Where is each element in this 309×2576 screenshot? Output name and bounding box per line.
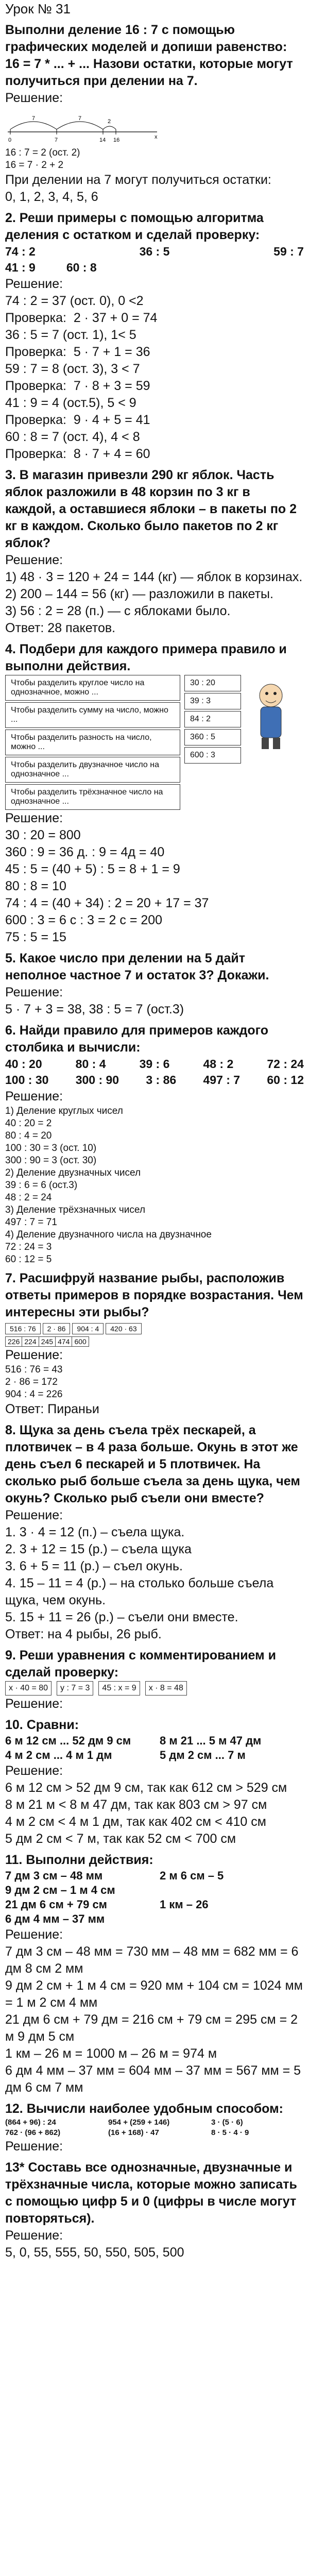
tick-0: 0: [8, 137, 12, 143]
task-10-pairs: [5, 1734, 304, 1762]
solution-line: 74 : 2 = 37 (ост. 0), 0 <2: [5, 294, 144, 308]
example: 497 : 7: [203, 1073, 241, 1087]
example: 48 : 2: [203, 1057, 234, 1071]
expression-item: 8 · 5 · 4 · 9: [211, 2128, 249, 2137]
example-card: 420 · 63: [106, 1323, 141, 1334]
solution-line: 80 : 4 = 20: [5, 1130, 52, 1141]
axis-x-label: x: [154, 134, 158, 140]
solution-line: 360 : 9 = 36 д. : 9 = 4д = 40: [5, 845, 165, 859]
task-4: [5, 641, 304, 946]
tick-7: 7: [55, 137, 58, 143]
task-1: [5, 22, 304, 206]
key-cell: 600: [72, 1337, 89, 1347]
expression-item: 9 дм 2 см – 1 м 4 см: [5, 1884, 115, 1896]
task-5: [5, 950, 304, 1018]
example: 74 : 2: [5, 245, 36, 258]
example: 39 : 6: [139, 1057, 170, 1071]
expression-item: 762 · (96 + 862): [5, 2128, 61, 2137]
solution-line: Проверка: 2 · 37 + 0 = 74: [5, 311, 158, 325]
solution-line: 2) Деление двузначных чисел: [5, 1167, 141, 1178]
solution-line: 6 дм 4 мм – 37 мм = 604 мм – 37 мм = 567 мм = 5 дм 6 см 7 мм: [5, 2063, 305, 2095]
task-7-key-table: [5, 1336, 89, 1347]
task-1-line: 16 = 7 · 2 + 2: [5, 160, 64, 171]
task-11-question: 11. Выполни действия:: [5, 1853, 153, 1867]
task-3-answer: Ответ: 28 пакетов.: [5, 621, 116, 635]
expression-item: 6 дм 4 мм – 37 мм: [5, 1912, 105, 1925]
solution-line: 2 · 86 = 172: [5, 1377, 58, 1387]
expression-item: (16 + 168) · 47: [108, 2128, 159, 2137]
solution-line: 5 · 7 + 3 = 38, 38 : 5 = 7 (ост.3): [5, 1002, 184, 1016]
solution-line: 9 дм 2 см + 1 м 4 см = 920 мм + 104 см = 1024 мм = 1 м 2 см 4 мм: [5, 1978, 306, 2010]
expression-item: 954 + (259 + 146): [108, 2118, 170, 2127]
solution-line: 30 : 20 = 800: [5, 828, 81, 842]
solution-line: Проверка: 5 · 7 + 1 = 36: [5, 345, 150, 359]
task-4-question: 4. Подбери для каждого примера правило и выполни действия.: [5, 642, 287, 673]
expression-item: 21 дм 6 см + 79 см: [5, 1898, 107, 1911]
expression-item: 7 дм 3 см – 48 мм: [5, 1869, 103, 1882]
task-2: [5, 210, 304, 463]
solution-line: 4 м 2 см < 4 м 1 дм, так как 402 см < 410 см: [5, 1815, 266, 1829]
task-9-question: 9. Реши уравнения с комментированием и сделай проверку:: [5, 1648, 276, 1680]
task-4-solution-label: Решение:: [5, 811, 63, 825]
rule-card: Чтобы разделить круглое число на однозначное, можно ...: [5, 675, 180, 701]
example: 60 : 8: [66, 261, 97, 274]
solution-line: 497 : 7 = 71: [5, 1217, 57, 1228]
solution-line: 5. 15 + 11 = 26 (р.) – съели они вместе.: [5, 1610, 238, 1624]
compare-item: 4 м 2 см ... 4 м 1 дм: [5, 1749, 112, 1761]
example: 3 : 86: [146, 1073, 177, 1087]
arc-label-1: 7: [32, 115, 36, 122]
solution-line: 8 м 21 м < 8 м 47 дм, так как 803 см > 97 см: [5, 1798, 267, 1812]
task-3-solution-label: Решение:: [5, 553, 63, 567]
task-7: [5, 1270, 304, 1418]
character-illustration: [245, 675, 297, 752]
solution-line: 4. 15 – 11 = 4 (р.) – на столько больше съела щука, чем окунь.: [5, 1576, 278, 1607]
task-8-solution-label: Решение:: [5, 1508, 63, 1522]
task-3: [5, 467, 304, 637]
task-2-examples: [5, 244, 304, 260]
task-2-lines: [5, 293, 304, 463]
task-1-tail: При делении на 7 могут получиться остатки:: [5, 173, 271, 187]
task-6-solution-label: Решение:: [5, 1089, 63, 1104]
arc-label-2: 7: [78, 115, 82, 122]
equations-row: [5, 1681, 304, 1696]
task-8: [5, 1422, 304, 1643]
solution-line: Проверка: 9 · 4 + 5 = 41: [5, 413, 150, 427]
task-6-columns-2: [5, 1072, 304, 1088]
task-11-items: [5, 1869, 304, 1926]
task-8-answer: Ответ: на 4 рыбы, 26 рыб.: [5, 1627, 162, 1641]
key-cell: 245: [39, 1337, 55, 1347]
task-10: [5, 1717, 304, 1848]
solution-line: 516 : 76 = 43: [5, 1364, 63, 1375]
solution-line: 1 км – 26 м = 1000 м – 26 м = 974 м: [5, 2046, 217, 2061]
solution-line: 600 : 3 = 6 с : 3 = 2 c = 200: [5, 913, 163, 927]
solution-line: 36 : 5 = 7 (ост. 1), 1< 5: [5, 328, 136, 342]
task-13: [5, 2159, 304, 2261]
task-13-solution-label: Решение:: [5, 2228, 63, 2243]
task-1-line: 16 : 7 = 2 (ост. 2): [5, 147, 80, 158]
rule-card: Чтобы разделить трёхзначное число на однозначное ...: [5, 784, 180, 810]
compare-item: 8 м 21 ... 5 м 47 дм: [160, 1734, 262, 1747]
example: 36 : 5: [139, 245, 170, 258]
task-11: [5, 1852, 304, 2096]
task-12: [5, 2100, 304, 2155]
task-13-question: 13* Составь все однозначные, двузначные и трёхзначные числа, которые можно записать с помощью цифр 5 и 0 (цифры в числе могут повторяться).: [5, 2160, 297, 2226]
solution-line: 4) Деление двузначного числа на двузначное: [5, 1229, 212, 1240]
equation-box: x · 40 = 80: [5, 1681, 52, 1696]
solution-line: 59 : 7 = 8 (ост. 3), 3 < 7: [5, 362, 140, 376]
solution-line: 1. 3 · 4 = 12 (п.) – съела щука.: [5, 1525, 185, 1539]
task-1-answer: 0, 1, 2, 3, 4, 5, 6: [5, 190, 98, 204]
number-line-figure: [5, 109, 160, 145]
example: 40 : 20: [5, 1057, 42, 1071]
rule-card: Чтобы разделить сумму на число, можно ...: [5, 702, 180, 728]
compare-item: 6 м 12 см ... 52 дм 9 см: [5, 1734, 131, 1747]
rules-figure: [5, 675, 304, 810]
expression-item: (864 + 96) : 24: [5, 2118, 56, 2127]
key-cell: 226: [6, 1337, 22, 1347]
solution-line: 2. 3 + 12 = 15 (р.) – съела щука: [5, 1542, 192, 1556]
solution-line: 41 : 9 = 4 (ост.5), 5 < 9: [5, 396, 136, 410]
task-12-items: [5, 2117, 304, 2138]
solution-line: 60 : 12 = 5: [5, 1254, 52, 1265]
equation-box: y : 7 = 3: [57, 1681, 93, 1696]
expression-item: 2 м 6 см – 5: [160, 1869, 224, 1882]
solution-line: 75 : 5 = 15: [5, 930, 66, 944]
solution-line: 80 : 8 = 10: [5, 879, 66, 893]
solution-line: 5 дм 2 см < 7 м, так как 52 см < 700 см: [5, 1832, 236, 1846]
task-8-question: 8. Щука за день съела трёх пескарей, а плотвичек – в 4 раза больше. Окунь в этот же день съел 6 пескарей и 5 плотвичек. На сколько рыб больше съела за день щука, чем окунь? Сколько рыб съели они вместе?: [5, 1423, 300, 1505]
task-7-cards: [5, 1323, 304, 1334]
task-7-answer: Ответ: Пираньи: [5, 1402, 99, 1416]
solution-line: 5, 0, 55, 555, 50, 550, 505, 500: [5, 2245, 184, 2260]
solution-line: 300 : 90 = 3 (ост. 30): [5, 1155, 97, 1166]
task-6-columns-1: [5, 1056, 304, 1072]
example-card: 360 : 5: [184, 729, 241, 745]
solution-line: 40 : 20 = 2: [5, 1118, 52, 1129]
task-1-question: Выполни деление 16 : 7 с помощью графических моделей и допиши равенство: 16 = 7 * ... + ... Назови остатки, которые могут получиться при делении на 7.: [5, 23, 293, 88]
task-1-solution-label: Решение:: [5, 91, 63, 105]
example-card: 84 : 2: [184, 711, 241, 727]
example: 41 : 9: [5, 261, 36, 274]
example-card: 600 : 3: [184, 747, 241, 764]
solution-line: Проверка: 7 · 8 + 3 = 59: [5, 379, 150, 393]
task-2-examples-2: [5, 260, 304, 276]
task-10-question: 10. Сравни:: [5, 1718, 79, 1732]
rule-card: Чтобы разделить двузначное число на однозначное ...: [5, 757, 180, 783]
solution-line: 3) 56 : 2 = 28 (п.) — с яблоками было.: [5, 604, 231, 618]
key-cell: 474: [56, 1337, 72, 1347]
example-card: 2 · 86: [43, 1323, 71, 1334]
task-3-question: 3. В магазин привезли 290 кг яблок. Часть яблок разложили в 48 корзин по 3 кг в каждой, а оставшиеся яблоки – в пакеты по 2 кг в каждом. Сколько было пакетов по 2 кг яблок?: [5, 468, 297, 550]
task-5-question: 5. Какое число при делении на 5 дайт неполное частное 7 и остаток 3? Докажи.: [5, 951, 269, 982]
solution-line: 45 : 5 = (40 + 5) : 5 = 8 + 1 = 9: [5, 862, 180, 876]
rule-card: Чтобы разделить разность на число, можно ...: [5, 730, 180, 755]
task-7-question: 7. Расшифруй название рыбы, расположив ответы примеров в порядке возрастания. Чем интересны эти рыбы?: [5, 1271, 303, 1319]
equation-box: x · 8 = 48: [145, 1681, 187, 1696]
page-title: Урок № 31: [5, 1, 71, 16]
example-card: 39 : 3: [184, 693, 241, 709]
solution-line: 1) 48 · 3 = 120 + 24 = 144 (кг) — яблок в корзинах.: [5, 570, 303, 584]
task-9: [5, 1647, 304, 1713]
solution-line: 100 : 30 = 3 (ост. 10): [5, 1143, 97, 1154]
example-card: 904 : 4: [72, 1323, 104, 1334]
example: 100 : 30: [5, 1073, 49, 1087]
expression-item: 1 км – 26: [160, 1898, 209, 1911]
solution-line: 72 : 24 = 3: [5, 1242, 52, 1252]
rules-list: [5, 675, 180, 810]
task-10-solution-label: Решение:: [5, 1764, 63, 1778]
tick-16: 16: [113, 137, 120, 143]
arc-label-3: 2: [108, 118, 111, 125]
key-cell: 224: [22, 1337, 39, 1347]
task-2-question: 2. Реши примеры с помощью алгоритма деления с остатком и сделай проверку:: [5, 211, 264, 242]
example: 80 : 4: [75, 1057, 106, 1071]
task-6-lines: [5, 1105, 304, 1266]
example: 300 : 90: [75, 1073, 119, 1087]
task-12-solution-label: Решение:: [5, 2139, 63, 2154]
task-6: [5, 1022, 304, 1266]
example-card: 516 : 76: [5, 1323, 41, 1334]
example: 72 : 24: [267, 1057, 304, 1071]
equation-box: 45 : x = 9: [98, 1681, 140, 1696]
solution-line: 3. 6 + 5 = 11 (р.) – съел окунь.: [5, 1559, 183, 1573]
task-2-solution-label: Решение:: [5, 277, 63, 291]
task-6-question: 6. Найди правило для примеров каждого столбика и вычисли:: [5, 1023, 268, 1055]
task-11-solution-label: Решение:: [5, 1927, 63, 1942]
tick-14: 14: [99, 137, 106, 143]
solution-line: 6 м 12 см > 52 дм 9 см, так как 612 см > 529 см: [5, 1781, 287, 1795]
solution-line: Проверка: 8 · 7 + 4 = 60: [5, 447, 150, 461]
task-5-solution-label: Решение:: [5, 985, 63, 999]
solution-line: 60 : 8 = 7 (ост. 4), 4 < 8: [5, 430, 140, 444]
example-card: 30 : 20: [184, 675, 241, 691]
examples-list: [184, 675, 241, 764]
task-12-question: 12. Вычисли наиболее удобным способом:: [5, 2102, 283, 2116]
example: 59 : 7: [273, 245, 304, 258]
solution-line: 39 : 6 = 6 (ост.3): [5, 1180, 78, 1191]
task-9-solution-label: Решение:: [5, 1697, 63, 1711]
solution-line: 7 дм 3 см – 48 мм = 730 мм – 48 мм = 682 мм = 6 дм 8 см 2 мм: [5, 1944, 302, 1976]
expression-item: 3 · (5 · 6): [211, 2118, 243, 2127]
solution-line: 48 : 2 = 24: [5, 1192, 52, 1203]
task-7-solution-label: Решение:: [5, 1348, 63, 1362]
solution-line: 21 дм 6 см + 79 дм = 216 см + 79 см = 295 см = 2 м 9 дм 5 см: [5, 2012, 301, 2044]
solution-line: 3) Деление трёхзначных чисел: [5, 1205, 145, 1215]
example: 60 : 12: [267, 1073, 304, 1087]
solution-line: 1) Деление круглых чисел: [5, 1106, 123, 1116]
solution-line: 2) 200 – 144 = 56 (кг) — разложили в пакеты.: [5, 587, 273, 601]
solution-line: 74 : 4 = (40 + 34) : 2 = 20 + 17 = 37: [5, 896, 209, 910]
solution-line: 904 : 4 = 226: [5, 1389, 63, 1400]
compare-item: 5 дм 2 см ... 7 м: [160, 1749, 246, 1761]
